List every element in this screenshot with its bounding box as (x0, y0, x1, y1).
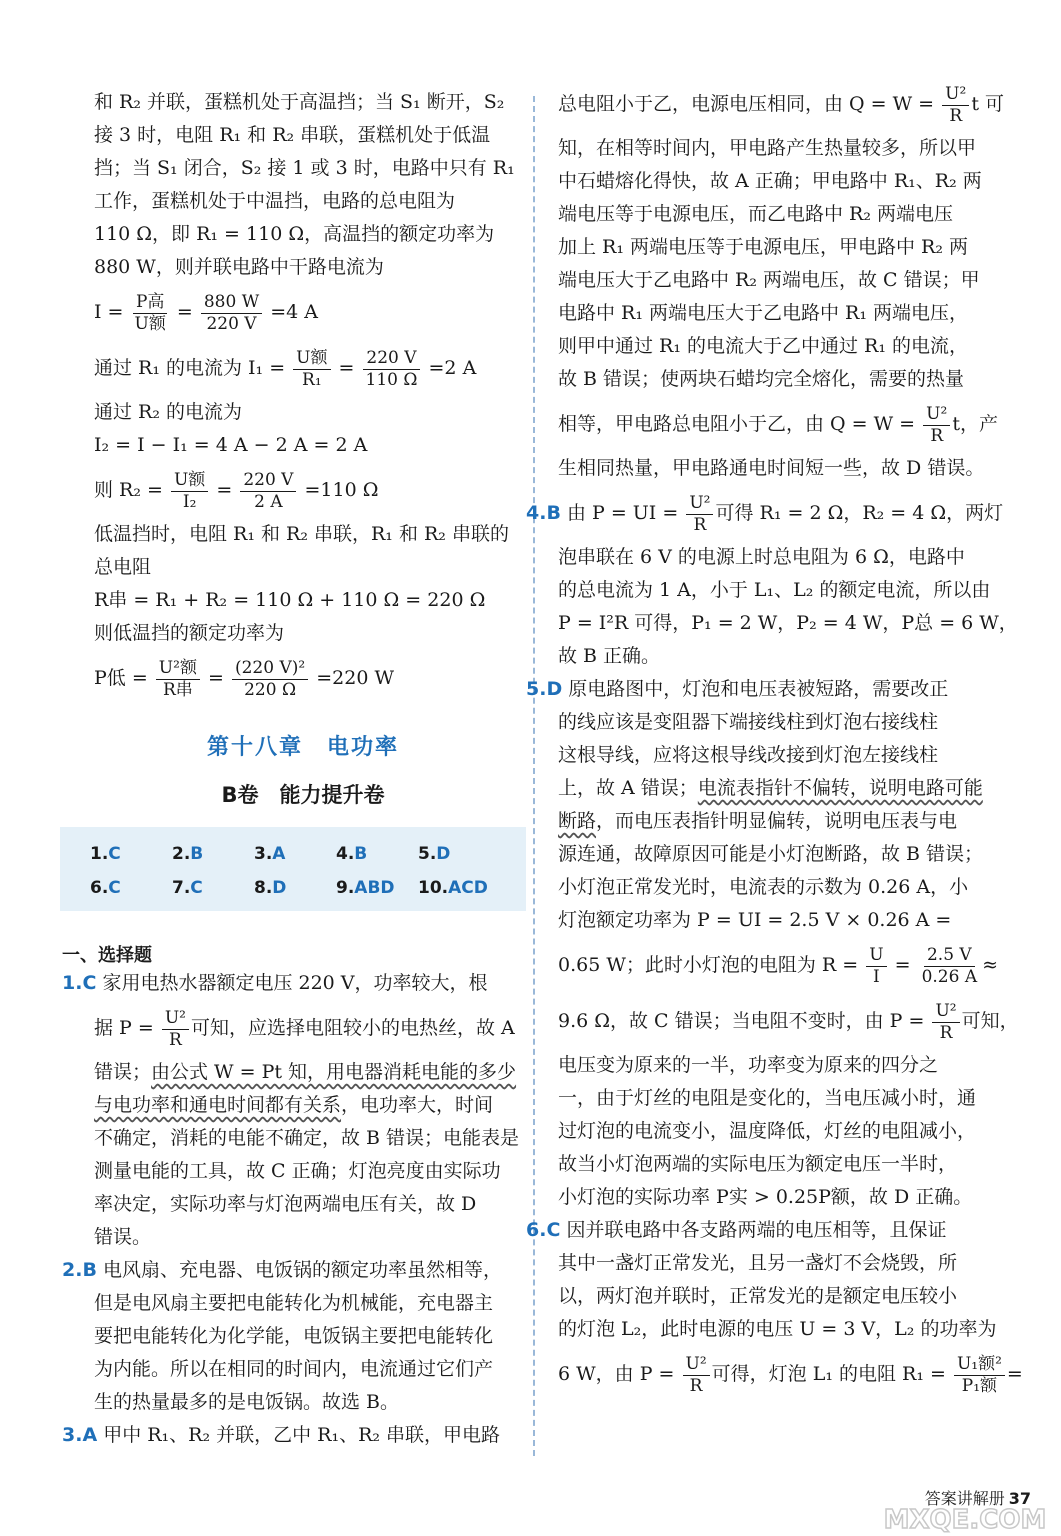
denominator: R (689, 1375, 703, 1396)
text-line: 故当小灯泡两端的实际电压为额定电压一半时， (558, 1153, 958, 1175)
question-3 (62, 1419, 512, 1452)
denominator: R串 (162, 679, 193, 700)
question-2 (62, 1254, 512, 1287)
denominator: 0.26 A (921, 966, 978, 987)
denominator: U额 (134, 313, 166, 334)
question-5 (526, 673, 986, 706)
equation-i1 (94, 340, 512, 396)
text-line: 故 B 正确。 (558, 645, 661, 667)
text: 总电阻小于乙，电源电压相同，由 Q = W = (558, 93, 935, 115)
text-line: 880 W，则并联电路中干路电流为 (94, 256, 384, 278)
underlined-text: 电流表指针不偏转，说明电路可能 (697, 777, 983, 799)
text-line: 电路中 R₁ 两端电压大于乙电路中 R₁ 两端电压， (558, 302, 969, 324)
text-line (558, 76, 1004, 132)
fraction (942, 84, 969, 127)
answer-choice: C (108, 844, 121, 864)
answer-choice: B (354, 844, 368, 864)
denominator: I (873, 966, 880, 987)
equals: = (176, 301, 193, 323)
right-column (526, 83, 1023, 1402)
text-line: 挡；当 S₁ 闭合，S₂ 接 1 或 3 时，电路中只有 R₁ (94, 157, 515, 179)
text: t 可 (971, 93, 1004, 115)
fraction (132, 292, 169, 335)
text-line: 但是电风扇主要把电能转化为机械能，充电器主 (94, 1292, 494, 1314)
text: 由 P = UI = (566, 502, 679, 524)
section-subtitle: B卷 能力提升卷 (221, 783, 385, 807)
answer-choice: C (108, 878, 121, 898)
answer-key-box (60, 827, 526, 911)
text-line: 要把电能转化为化学能，电饭锅主要把电能转化 (94, 1325, 494, 1347)
text: 可得，灯泡 L₁ 的电阻 R₁ = (711, 1363, 946, 1385)
eq-rhs: =2 A (428, 357, 477, 379)
answer-number: 6. (90, 878, 109, 898)
question-label: 6.C (526, 1219, 561, 1241)
chapter-title: 第十八章 电功率 (206, 734, 399, 760)
text-line: 中石蜡熔化得快，故 A 正确；甲电路中 R₁、R₂ 两 (558, 170, 982, 192)
section-heading: 一、选择题 (62, 945, 152, 966)
text: 6 W，由 P = (558, 1363, 675, 1385)
numerator: (220 V)² (232, 658, 308, 680)
answer-item (224, 844, 306, 864)
text: 可知， (961, 1010, 1019, 1032)
answer-number: 4. (336, 844, 355, 864)
text-line (558, 993, 1019, 1049)
question-label: 3.A (62, 1424, 98, 1446)
fraction (919, 945, 981, 988)
numerator: U₁额² (954, 1354, 1005, 1376)
numerator: U² (923, 404, 950, 426)
text-line: 过灯泡的电流变小，温度降低，灯丝的电阻减小， (558, 1120, 977, 1142)
question-label: 1.C (62, 972, 97, 994)
answer-number: 5. (418, 844, 437, 864)
text-line: 的总电流为 1 A，小于 L₁、L₂ 的额定电流，所以由 (558, 579, 991, 601)
text-line: 这根导线，应将这根导线改接到灯泡左接线柱 (558, 744, 939, 766)
denominator: R (939, 1022, 953, 1043)
text-line: 110 Ω，即 R₁ = 110 Ω，高温挡的额定功率为 (94, 223, 495, 245)
fraction (954, 1354, 1005, 1397)
equals: = (894, 954, 911, 976)
numerator: 220 V (363, 348, 419, 370)
text-line: P = I²R 可得，P₁ = 2 W，P₂ = 4 W，P总 = 6 W， (558, 612, 1018, 634)
numerator: U² (942, 84, 969, 106)
equals: = (216, 479, 233, 501)
denominator: R₁ (302, 369, 322, 390)
text-line: 低温挡时，电阻 R₁ 和 R₂ 串联，R₁ 和 R₂ 串联的 (94, 523, 509, 545)
text-line: 测量电能的工具，故 C 正确；灯泡亮度由实际功 (94, 1160, 501, 1182)
denominator: P₁额 (961, 1375, 998, 1396)
text: 0.65 W；此时小灯泡的电阻为 R = (558, 954, 859, 976)
answer-number: 10. (418, 878, 449, 898)
text-line: 工作，蛋糕机处于中温挡，电路的总电阻为 (94, 190, 456, 212)
eq-rhs: =220 W (316, 667, 394, 689)
text-line: 以，两灯泡并联时，正常发光的是额定电压较小 (558, 1285, 958, 1307)
answer-number: 9. (336, 878, 355, 898)
denominator: 2 A (254, 491, 283, 512)
text-line (94, 1000, 515, 1056)
text-line: 的灯泡 L₂，此时电源的电压 U = 3 V，L₂ 的功率为 (558, 1318, 997, 1340)
text-line: 错误。 (94, 1226, 152, 1248)
numerator: U² (932, 1001, 959, 1023)
equals: = (338, 357, 355, 379)
underlined-text: 断路 (558, 810, 597, 832)
text: 据 P = (94, 1017, 154, 1039)
denominator: 110 Ω (365, 369, 418, 390)
question-6 (526, 1214, 986, 1247)
numerator: U² (683, 1354, 710, 1376)
column-divider (533, 96, 535, 1456)
answer-row (60, 837, 526, 871)
underlined-text: 由公式 W = Pt 知，用电器消耗电能的多少 (151, 1061, 517, 1083)
answer-item (60, 844, 142, 864)
text-line (558, 937, 999, 993)
text-line: 的线应该是变阻器下端接线柱到灯泡右接线柱 (558, 711, 939, 733)
text-line: 则低温挡的额定功率为 (94, 622, 285, 644)
text: ≈ (982, 954, 999, 976)
text: 错误； (94, 1061, 152, 1083)
text-line: 率决定，实际功率与灯泡两端电压有关，故 D (94, 1193, 477, 1215)
text-line (558, 772, 986, 805)
fraction (932, 1001, 959, 1044)
answer-item (142, 844, 224, 864)
answer-item (306, 844, 388, 864)
text-line: 小灯泡正常发光时，电流表的示数为 0.26 A，小 (558, 876, 969, 898)
text-line: 接 3 时，电阻 R₁ 和 R₂ 串联，蛋糕机处于低温 (94, 124, 491, 146)
fraction (293, 348, 330, 391)
answer-item (224, 878, 306, 898)
answer-choice: ABD (354, 878, 395, 898)
numerator: 880 W (201, 292, 262, 314)
eq-lhs: 则 R₂ = (94, 479, 163, 501)
question-4 (526, 485, 1004, 541)
numerator: 2.5 V (924, 945, 975, 967)
text-line: 和 R₂ 并联，蛋糕机处于高温挡；当 S₁ 断开，S₂ (94, 91, 505, 113)
denominator: R (949, 105, 963, 126)
answer-choice: A (272, 844, 286, 864)
text-line: 加上 R₁ 两端电压等于电源电压，甲电路中 R₂ 两 (558, 236, 969, 258)
footer-label: 答案讲解册 (924, 1489, 1005, 1508)
equals: = (208, 667, 224, 689)
text-line: I₂ = I − I₁ = 4 A − 2 A = 2 A (94, 434, 368, 456)
denominator: R (169, 1029, 182, 1050)
svg-text:MXQE.COM: MXQE.COM (883, 1505, 1047, 1535)
text: 可得 R₁ = 2 Ω，R₂ = 4 Ω，两灯 (715, 502, 1004, 524)
denominator: I₂ (182, 491, 197, 512)
answer-choice: D (272, 878, 287, 898)
text-line: 小灯泡的实际功率 P实 > 0.25P额，故 D 正确。 (558, 1186, 973, 1208)
text-line: 端电压大于乙电路中 R₂ 两端电压，故 C 错误；甲 (558, 269, 980, 291)
denominator: R (693, 514, 707, 535)
answer-number: 7. (172, 878, 191, 898)
text-line: 知，在相等时间内，甲电路产生热量较多，所以甲 (558, 137, 977, 159)
text: 电风扇、充电器、电饭锅的额定功率虽然相等， (102, 1259, 502, 1281)
eq-rhs: =4 A (270, 301, 319, 323)
text-line (558, 805, 986, 838)
answer-item (142, 878, 224, 898)
fraction (686, 493, 713, 536)
text-line: 电压变为原来的一半，功率变为原来的四分之 (558, 1054, 939, 1076)
fraction (232, 658, 308, 701)
text: = (1006, 1363, 1023, 1385)
text-line: 通过 R₂ 的电流为 (94, 401, 243, 423)
text-line (558, 1346, 1023, 1402)
text-line (94, 1056, 517, 1089)
text-line: 源连通，故障原因可能是小灯泡断路，故 B 错误； (558, 843, 984, 865)
numerator: U² (162, 1008, 189, 1030)
text: ，电功率大，时间 (341, 1094, 494, 1116)
numerator: 220 V (240, 470, 296, 492)
numerator: U² (686, 493, 713, 515)
text-line: 则甲中通过 R₁ 的电流大于乙中通过 R₁ 的电流， (558, 335, 969, 357)
question-label: 4.B (526, 502, 561, 524)
text-line: 其中一盏灯正常发光，且另一盏灯不会烧毁，所 (558, 1252, 958, 1274)
text: 因并联电路中各支路两端的电压相等，且保证 (566, 1219, 947, 1241)
numerator: U额 (293, 348, 330, 370)
text-line: 故 B 错误；使两块石蜡均完全熔化，需要的热量 (558, 368, 965, 390)
fraction (363, 348, 421, 391)
text-line: 不确定，消耗的电能不确定，故 B 错误；电能表是 (94, 1127, 520, 1149)
left-column (62, 86, 520, 1452)
underlined-text: 与电功率和通电时间都有关系 (94, 1094, 342, 1116)
answer-choice: D (436, 844, 451, 864)
text-line: 生的热量最多的是电饭锅。故选 B。 (94, 1391, 400, 1413)
text: 家用电热水器额定电压 220 V，功率较大，根 (102, 972, 488, 994)
fraction (171, 470, 208, 513)
text: ，而电压表指针明显偏转，说明电压表与电 (596, 810, 958, 832)
text-line: 总电阻 (94, 556, 152, 578)
answer-item (60, 878, 142, 898)
numerator: U额 (171, 470, 208, 492)
question-1 (62, 967, 512, 1000)
answer-choice: C (190, 878, 203, 898)
text: 相等，甲电路总电阻小于乙，由 Q = W = (558, 413, 916, 435)
eq-lhs: P低 = (94, 667, 148, 689)
equation-r2 (94, 462, 512, 518)
fraction (683, 1354, 710, 1397)
answer-item (306, 878, 395, 898)
text-line: 灯泡额定功率为 P = UI = 2.5 V × 0.26 A = (558, 909, 952, 931)
text-line (558, 396, 998, 452)
eq-lhs: 通过 R₁ 的电流为 I₁ = (94, 357, 286, 379)
numerator: P高 (133, 292, 167, 314)
text: t，产 (952, 413, 998, 435)
equation-p-low (94, 650, 512, 706)
eq-rhs: =110 Ω (304, 479, 379, 501)
answer-number: 3. (254, 844, 273, 864)
answer-number: 8. (254, 878, 273, 898)
text-line: R串 = R₁ + R₂ = 110 Ω + 110 Ω = 220 Ω (94, 589, 486, 611)
denominator: 220 V (206, 313, 257, 334)
answer-choice: B (190, 844, 204, 864)
text-line: 泡串联在 6 V 的电源上时总电阻为 6 Ω，电路中 (558, 546, 965, 568)
denominator: R (930, 425, 944, 446)
question-label: 5.D (526, 678, 563, 700)
fraction (162, 1008, 189, 1051)
page-number: 37 (1008, 1489, 1031, 1508)
text: 甲中 R₁、R₂ 并联，乙中 R₁、R₂ 串联，甲电路 (103, 1424, 501, 1446)
text: 可知，应选择电阻较小的电热丝，故 A (191, 1017, 515, 1039)
text-line: 一，由于灯丝的电阻是变化的，当电压减小时，通 (558, 1087, 977, 1109)
fraction (923, 404, 950, 447)
answer-item (388, 878, 488, 898)
text: 原电路图中，灯泡和电压表被短路，需要改正 (568, 678, 949, 700)
text: 上，故 A 错误； (558, 777, 698, 799)
text: 9.6 Ω，故 C 错误；当电阻不变时，由 P = (558, 1010, 925, 1032)
answer-choice: ACD (448, 878, 488, 898)
numerator: U²额 (156, 658, 200, 680)
answer-number: 2. (172, 844, 191, 864)
answer-row (60, 871, 526, 905)
answer-item (388, 844, 470, 864)
numerator: U (866, 945, 886, 967)
fraction (201, 292, 262, 335)
watermark-logo (875, 1478, 1055, 1536)
fraction (866, 945, 886, 988)
eq-lhs: I = (94, 301, 124, 323)
question-label: 2.B (62, 1259, 97, 1281)
text-line (94, 1089, 512, 1122)
text-line: 生相同热量，甲电路通电时间短一些，故 D 错误。 (558, 457, 985, 479)
text-line: 端电压等于电源电压，而乙电路中 R₂ 两端电压 (558, 203, 954, 225)
text-line: 为内能。所以在相同的时间内，电流通过它们产 (94, 1358, 494, 1380)
fraction (240, 470, 296, 513)
denominator: 220 Ω (244, 679, 297, 700)
answer-number: 1. (90, 844, 109, 864)
equation-current (94, 284, 512, 340)
fraction (156, 658, 200, 701)
